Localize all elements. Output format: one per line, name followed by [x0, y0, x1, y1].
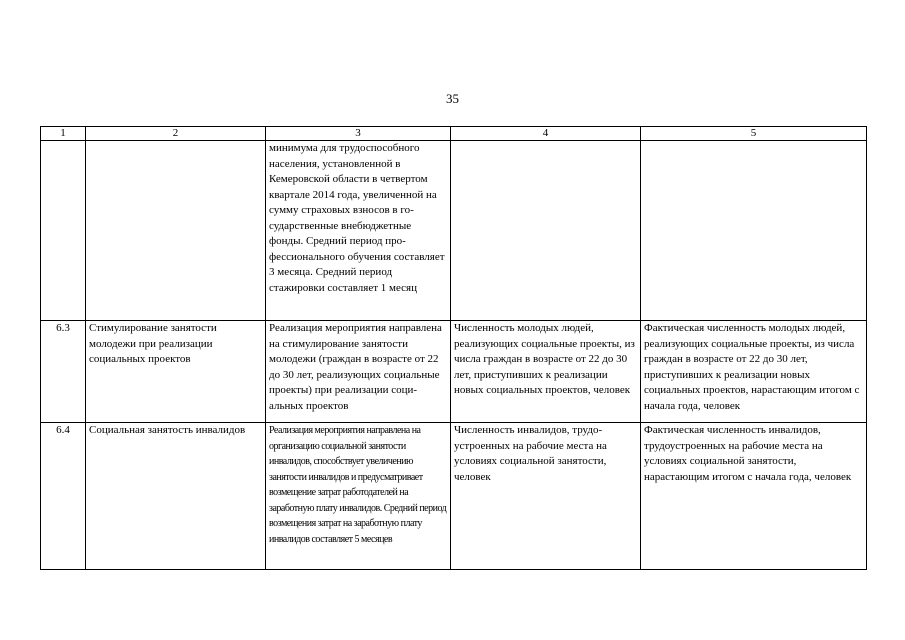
measure-name-cell	[86, 141, 266, 321]
calculation-method-cell	[641, 141, 867, 321]
indicator-cell	[451, 141, 641, 321]
measure-name-cell: Стимулирование занятости молодежи при реализации социальных проектов	[86, 321, 266, 423]
table-header-row	[41, 127, 867, 141]
measure-description-cell: Реализация мероприятия направлена на организацию социальной занятости инвалидов, способствует увеличению занятости инвалидов и предусматривает возмещение затрат работодателей на заработную плату инвалидов. Средний период возмещения затрат на заработную плату инвалидов составляет 5 месяцев	[266, 423, 451, 570]
column-header-2: 2	[86, 127, 266, 141]
row-number-cell: 6.4	[41, 423, 86, 570]
indicator-cell: Численность молодых людей, реализующих социальные проекты, из числа граждан в возрасте от 22 до 30 лет, приступивших к реализации новых социальных проектов, человек	[451, 321, 641, 423]
table-row	[41, 321, 867, 423]
program-table	[40, 126, 867, 570]
calculation-method-cell: Фактическая численность молодых людей, реализующих социальные проекты, из числа граждан в возрасте от 22 до 30 лет, приступивших к реализации новых социальных проектов, нарастающим итогом с начала года, человек	[641, 321, 867, 423]
measure-description-cell: минимума для трудоспособного населения, установленной в Кемеровской области в четвертом квартале 2014 года, увеличенной на сумму страховых взносов в государственные внебюджетные фонды. Средний период профессионального обучения составляет 3 месяца. Средний период стажировки составляет 1 месяц	[266, 141, 451, 321]
indicator-cell: Численность инвалидов, трудоустроенных на рабочие места на условиях социальной занятости, человек	[451, 423, 641, 570]
column-header-4: 4	[451, 127, 641, 141]
column-header-1: 1	[41, 127, 86, 141]
column-header-5: 5	[641, 127, 867, 141]
table-row	[41, 423, 867, 570]
column-header-3: 3	[266, 127, 451, 141]
measure-description-cell: Реализация мероприятия направлена на стимулирование занятости молодежи (граждан в возрасте от 22 до 30 лет, реализующих социальные проекты) при реализации социальных проектов	[266, 321, 451, 423]
calculation-method-cell: Фактическая численность инвалидов, трудоустроенных на рабочие места на условиях социальной занятости, нарастающим итогом с начала года, человек	[641, 423, 867, 570]
row-number-cell	[41, 141, 86, 321]
row-number-cell: 6.3	[41, 321, 86, 423]
page-number: 35	[446, 91, 459, 106]
table-row	[41, 141, 867, 321]
measure-name-cell: Социальная занятость инвалидов	[86, 423, 266, 570]
